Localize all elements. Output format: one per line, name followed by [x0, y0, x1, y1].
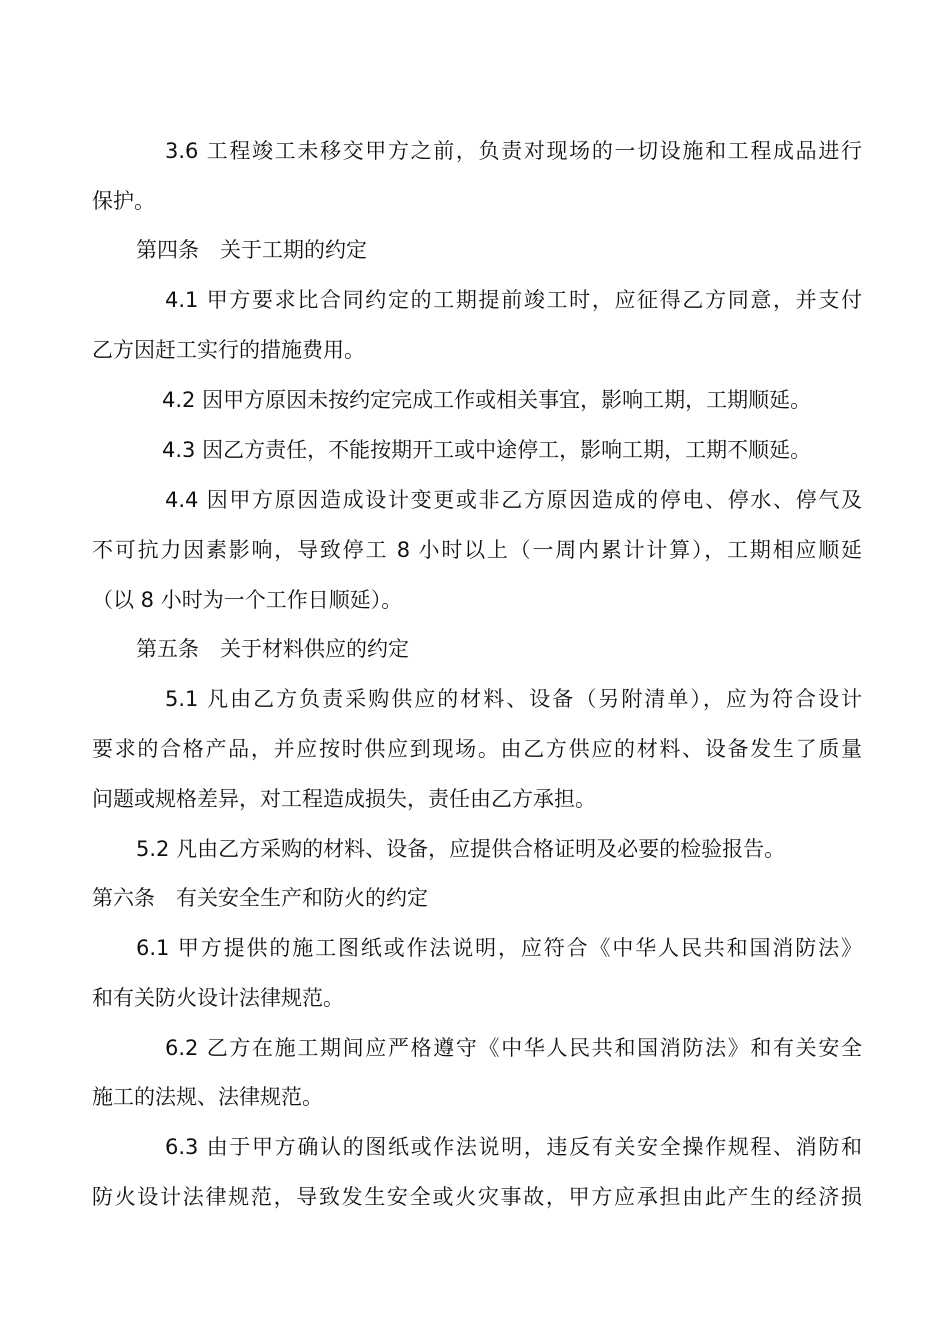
paragraph-4-1-line-2: 乙方因赶工实行的措施费用。 — [92, 338, 365, 362]
paragraph-4-2: 4.2 因甲方原因未按约定完成工作或相关事宜，影响工期，工期顺延。 — [162, 388, 812, 412]
paragraph-6-3-line-2: 防火设计法律规范，导致发生安全或火灾事故，甲方应承担由此产生的经济损 — [92, 1185, 862, 1209]
paragraph-4-1-line-1: 4.1 甲方要求比合同约定的工期提前竣工时，应征得乙方同意，并支付 — [165, 288, 862, 312]
paragraph-4-4-line-3: （以 8 小时为一个工作日顺延）。 — [92, 588, 403, 612]
paragraph-5-2: 5.2 凡由乙方采购的材料、设备，应提供合格证明及必要的检验报告。 — [136, 837, 786, 861]
article-5-heading: 第五条 关于材料供应的约定 — [136, 637, 409, 661]
paragraph-6-2-line-2: 施工的法规、法律规范。 — [92, 1085, 323, 1109]
article-4-heading: 第四条 关于工期的约定 — [136, 238, 367, 262]
paragraph-3-6-line-1: 3.6 工程竣工未移交甲方之前，负责对现场的一切设施和工程成品进行 — [165, 139, 862, 163]
paragraph-4-4-line-1: 4.4 因甲方原因造成设计变更或非乙方原因造成的停电、停水、停气及 — [165, 488, 862, 512]
paragraph-3-6-line-2: 保护。 — [92, 189, 155, 213]
paragraph-6-1-line-2: 和有关防火设计法律规范。 — [92, 986, 344, 1010]
paragraph-6-3-line-1: 6.3 由于甲方确认的图纸或作法说明，违反有关安全操作规程、消防和 — [165, 1135, 862, 1159]
paragraph-4-4-line-2: 不可抗力因素影响，导致停工 8 小时以上（一周内累计计算），工期相应顺延 — [92, 538, 862, 562]
paragraph-6-2-line-1: 6.2 乙方在施工期间应严格遵守《中华人民共和国消防法》和有关安全 — [165, 1036, 862, 1060]
paragraph-5-1-line-1: 5.1 凡由乙方负责采购供应的材料、设备（另附清单），应为符合设计 — [165, 687, 862, 711]
paragraph-4-3: 4.3 因乙方责任，不能按期开工或中途停工，影响工期，工期不顺延。 — [162, 438, 812, 462]
paragraph-6-1-line-1: 6.1 甲方提供的施工图纸或作法说明，应符合《中华人民共和国消防法》 — [136, 936, 862, 960]
paragraph-5-1-line-3: 问题或规格差异，对工程造成损失，责任由乙方承担。 — [92, 787, 596, 811]
paragraph-5-1-line-2: 要求的合格产品，并应按时供应到现场。由乙方供应的材料、设备发生了质量 — [92, 737, 862, 761]
article-6-heading: 第六条 有关安全生产和防火的约定 — [92, 886, 428, 910]
